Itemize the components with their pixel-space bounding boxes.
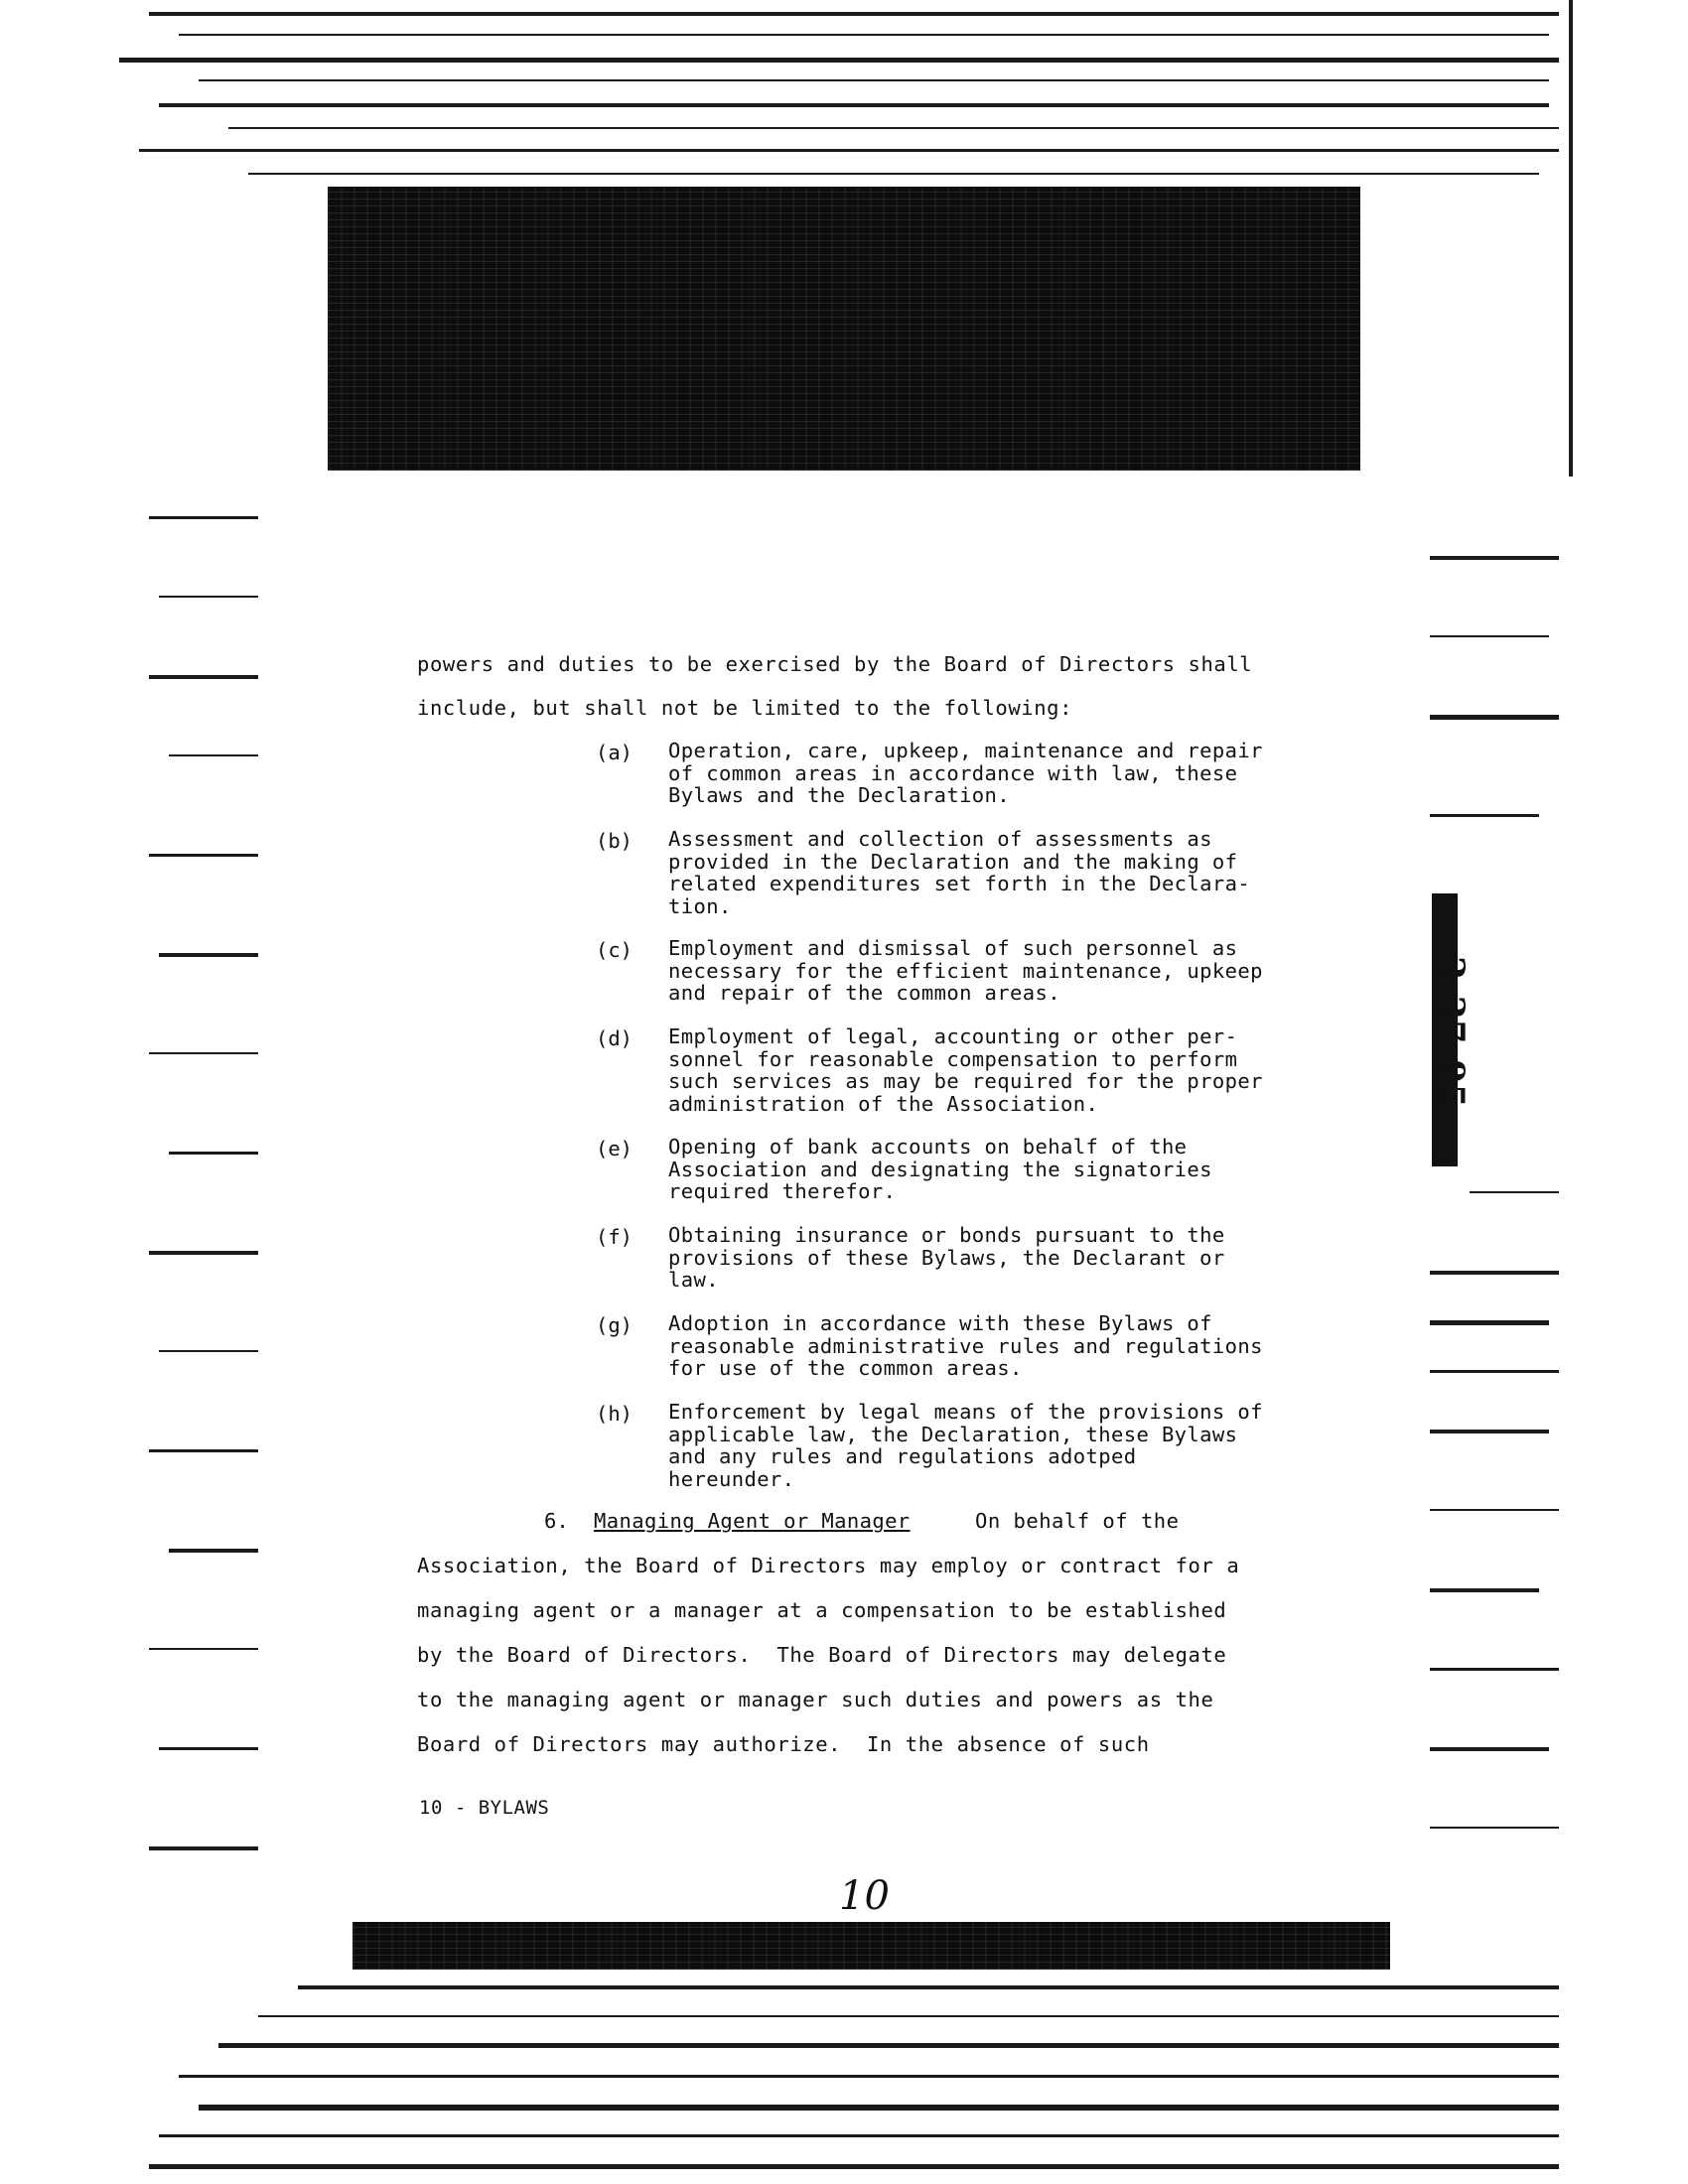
item-text-a: Operation, care, upkeep, maintenance and repair of common areas in accordance with law, these Bylaws and the Declaration. — [668, 739, 1263, 807]
intro-line-2: include, but shall not be limited to the following: — [417, 696, 1073, 720]
page-footer: 10 - BYLAWS — [419, 1797, 550, 1819]
redaction-block-top — [328, 187, 1360, 471]
item-label-g: (g) — [596, 1313, 633, 1337]
section-6-line-5: Board of Directors may authorize. In the absence of such — [417, 1732, 1150, 1756]
redaction-block-bottom — [352, 1922, 1390, 1970]
item-label-e: (e) — [596, 1137, 633, 1160]
item-label-h: (h) — [596, 1402, 633, 1426]
item-label-d: (d) — [596, 1026, 633, 1050]
handwritten-page-number: 10 — [839, 1873, 890, 1919]
item-text-e: Opening of bank accounts on behalf of the Association and designating the signatories required therefor. — [668, 1135, 1212, 1203]
item-label-b: (b) — [596, 829, 633, 853]
item-text-c: Employment and dismissal of such personnel as necessary for the efficient maintenance, upkeep and repair of the common areas. — [668, 936, 1263, 1005]
section-6-line-1: Association, the Board of Directors may employ or contract for a — [417, 1554, 1240, 1577]
item-text-d: Employment of legal, accounting or other per- sonnel for reasonable compensation to perform such services as may be required for the proper administration of the Association. — [668, 1024, 1263, 1116]
item-label-a: (a) — [596, 741, 633, 764]
section-6-line-3: by the Board of Directors. The Board of Directors may delegate — [417, 1643, 1227, 1667]
section-6-line-4: to the managing agent or manager such duties and powers as the — [417, 1688, 1214, 1711]
item-text-f: Obtaining insurance or bonds pursuant to the provisions of these Bylaws, the Declarant or law. — [668, 1223, 1225, 1292]
item-label-c: (c) — [596, 938, 633, 962]
section-6-line-2: managing agent or a manager at a compensation to be established — [417, 1598, 1227, 1622]
intro-line-1: powers and duties to be exercised by the Board of Directors shall — [417, 652, 1253, 676]
item-text-b: Assessment and collection of assessments as provided in the Declaration and the making of related expenditures set forth in the Declara- tion. — [668, 827, 1251, 918]
margin-date: 2-27-95 — [1432, 956, 1472, 1109]
section-6-title: Managing Agent or Manager — [594, 1509, 911, 1533]
section-6-title-rest: On behalf of the — [975, 1509, 1180, 1533]
item-label-f: (f) — [596, 1225, 633, 1249]
item-text-h: Enforcement by legal means of the provisions of applicable law, the Declaration, these Bylaws and any rules and regulations adotped hereunder. — [668, 1400, 1263, 1491]
section-6-number: 6. — [544, 1509, 569, 1533]
item-text-g: Adoption in accordance with these Bylaws of reasonable administrative rules and regulations for use of the common areas. — [668, 1311, 1263, 1380]
